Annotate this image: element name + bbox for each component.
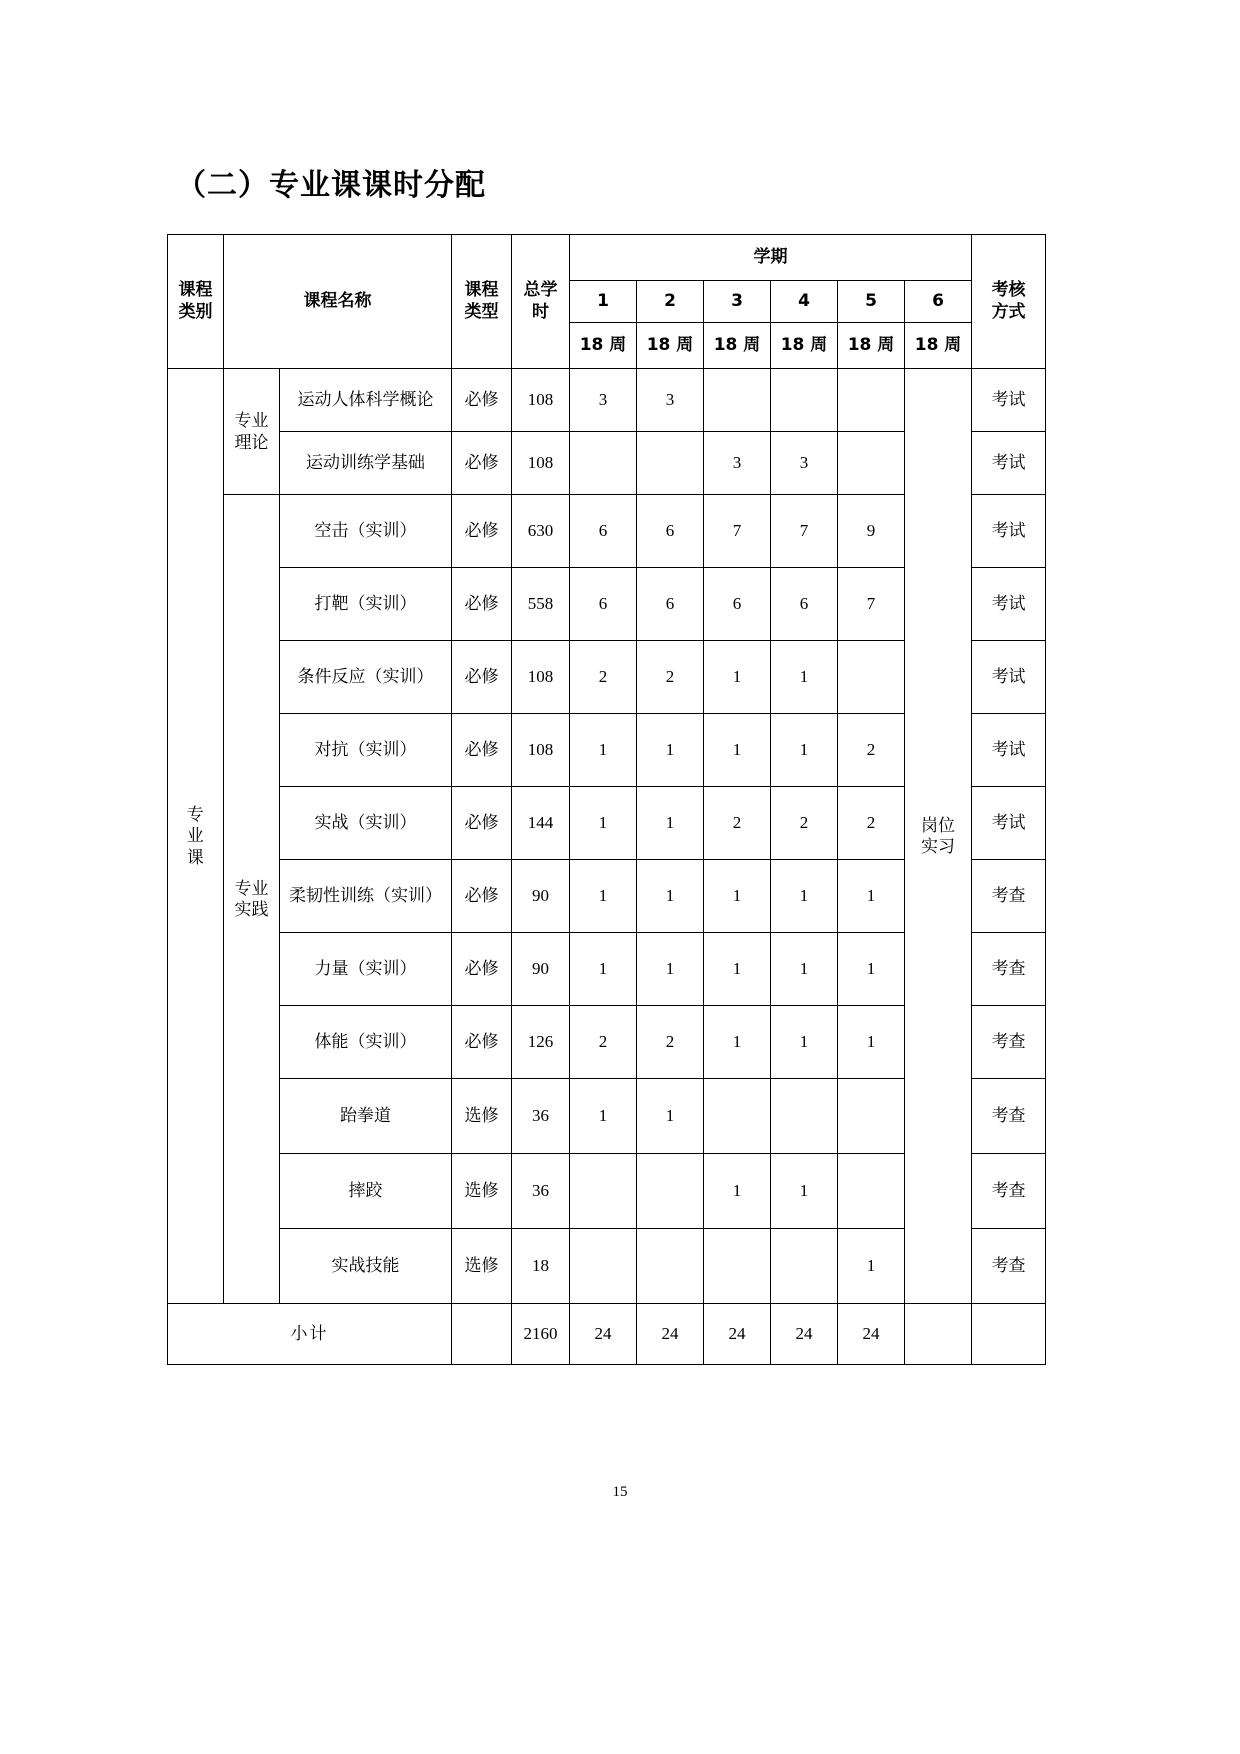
semester-5-hours: 1 [838,860,905,933]
course-type: 必修 [452,641,512,714]
course-type: 必修 [452,714,512,787]
course-name: 实战技能 [280,1229,452,1304]
header-semester-group: 学期 [570,235,972,281]
semester-4-hours: 1 [771,933,838,1006]
header-semester-6: 6 [905,281,972,323]
exam-method: 考查 [972,1079,1046,1154]
exam-method: 考查 [972,1006,1046,1079]
semester-1-hours: 6 [570,568,637,641]
semester-3-hours: 1 [704,641,771,714]
semester-4-hours: 7 [771,495,838,568]
semester-1-hours: 1 [570,933,637,1006]
course-type: 必修 [452,369,512,432]
header-weeks-5: 18 周 [838,323,905,369]
exam-method: 考试 [972,495,1046,568]
course-name: 柔韧性训练（实训） [280,860,452,933]
course-name: 实战（实训） [280,787,452,860]
summary-total-hours: 2160 [512,1304,570,1365]
semester-3-hours: 1 [704,860,771,933]
subcategory-practice-line2: 实践 [234,900,269,919]
course-name: 力量（实训） [280,933,452,1006]
semester-2-hours [637,432,704,495]
header-weeks-1: 18 周 [570,323,637,369]
course-name: 运动训练学基础 [280,432,452,495]
header-row-group [168,235,1046,281]
total-hours: 108 [512,369,570,432]
internship-line1: 岗位 [921,815,956,835]
semester-3-hours: 6 [704,568,771,641]
semester-2-hours: 2 [637,641,704,714]
header-total-hours-line1: 总学 [523,280,558,301]
semester-4-hours: 1 [771,641,838,714]
course-name: 条件反应（实训） [280,641,452,714]
semester-4-hours [771,369,838,432]
exam-method: 考查 [972,1229,1046,1304]
semester-2-hours: 2 [637,1006,704,1079]
semester-3-hours: 2 [704,787,771,860]
table-row [168,369,1046,432]
semester-5-hours [838,369,905,432]
semester-5-hours [838,641,905,714]
course-name: 摔跤 [280,1154,452,1229]
header-weeks-6: 18 周 [905,323,972,369]
semester-4-hours: 3 [771,432,838,495]
subcategory-theory-line1: 专业 [234,411,269,431]
semester-3-hours: 3 [704,432,771,495]
semester-3-hours [704,369,771,432]
semester-2-hours: 1 [637,787,704,860]
course-type: 选修 [452,1154,512,1229]
table-body [168,369,1046,1365]
exam-method: 考试 [972,641,1046,714]
total-hours: 18 [512,1229,570,1304]
exam-method: 考试 [972,787,1046,860]
semester-1-hours: 2 [570,1006,637,1079]
course-type: 必修 [452,860,512,933]
semester-4-hours: 1 [771,860,838,933]
category-major-course [168,369,224,1304]
header-total-hours [512,235,570,369]
total-hours: 108 [512,641,570,714]
semester-4-hours: 1 [771,714,838,787]
header-semester-4: 4 [771,281,838,323]
semester-5-hours: 1 [838,933,905,1006]
semester-1-hours: 1 [570,1079,637,1154]
header-exam-method-line1: 考核 [991,280,1026,301]
total-hours: 90 [512,860,570,933]
table-row-summary [168,1304,1046,1365]
course-name: 跆拳道 [280,1079,452,1154]
semester-4-hours [771,1079,838,1154]
semester-3-hours: 1 [704,1154,771,1229]
header-weeks-4: 18 周 [771,323,838,369]
semester-2-hours: 1 [637,1079,704,1154]
course-name: 体能（实训） [280,1006,452,1079]
total-hours: 630 [512,495,570,568]
course-name: 运动人体科学概论 [280,369,452,432]
semester-4-hours: 6 [771,568,838,641]
page-number: 15 [612,1484,628,1500]
semester-4-hours: 1 [771,1006,838,1079]
semester-5-hours [838,1079,905,1154]
semester-5-hours: 2 [838,787,905,860]
semester-4-hours: 1 [771,1154,838,1229]
course-type: 必修 [452,495,512,568]
semester-1-hours: 2 [570,641,637,714]
semester-1-hours [570,1154,637,1229]
semester-2-hours: 6 [637,568,704,641]
semester-3-hours [704,1079,771,1154]
header-category-line2: 类别 [178,301,213,322]
subcategory-practice [224,495,280,1304]
category-line3: 课 [186,847,205,867]
semester-2-hours: 3 [637,369,704,432]
exam-method: 考试 [972,568,1046,641]
course-type: 选修 [452,1079,512,1154]
semester-5-hours [838,1154,905,1229]
header-semester-2: 2 [637,281,704,323]
exam-method: 考试 [972,432,1046,495]
semester-1-hours: 1 [570,714,637,787]
table-header [168,235,1046,369]
semester-6-internship [905,369,972,1304]
semester-1-hours: 3 [570,369,637,432]
total-hours: 108 [512,714,570,787]
exam-method: 考查 [972,860,1046,933]
semester-2-hours: 1 [637,714,704,787]
semester-3-hours: 7 [704,495,771,568]
header-semester-1: 1 [570,281,637,323]
course-type: 选修 [452,1229,512,1304]
header-course-type-line1: 课程 [464,280,499,301]
header-course-name: 课程名称 [224,235,452,369]
total-hours: 108 [512,432,570,495]
semester-5-hours: 1 [838,1229,905,1304]
semester-3-hours [704,1229,771,1304]
total-hours: 558 [512,568,570,641]
course-type: 必修 [452,568,512,641]
exam-method: 考查 [972,1154,1046,1229]
summary-semester-1: 24 [570,1304,637,1365]
summary-course-type [452,1304,512,1365]
semester-5-hours: 7 [838,568,905,641]
total-hours: 36 [512,1079,570,1154]
header-total-hours-line2: 时 [532,301,549,322]
semester-1-hours: 6 [570,495,637,568]
category-line2: 业 [186,826,205,846]
page-heading: （二）专业课课时分配 [176,168,486,203]
course-type: 必修 [452,787,512,860]
semester-2-hours: 6 [637,495,704,568]
subcategory-theory-line2: 理论 [234,432,269,452]
semester-1-hours [570,432,637,495]
course-type: 必修 [452,933,512,1006]
header-weeks-2: 18 周 [637,323,704,369]
semester-1-hours: 1 [570,860,637,933]
header-category [168,235,224,369]
summary-exam-method [972,1304,1046,1365]
semester-5-hours: 9 [838,495,905,568]
subcategory-theory [224,369,280,495]
header-category-line1: 课程 [178,280,213,301]
course-name: 对抗（实训） [280,714,452,787]
semester-1-hours: 1 [570,787,637,860]
header-course-type [452,235,512,369]
semester-3-hours: 1 [704,714,771,787]
semester-2-hours: 1 [637,933,704,1006]
category-line1: 专 [186,805,205,825]
summary-semester-2: 24 [637,1304,704,1365]
exam-method: 考查 [972,933,1046,1006]
semester-4-hours: 2 [771,787,838,860]
course-type: 必修 [452,432,512,495]
summary-semester-5: 24 [838,1304,905,1365]
course-name: 空击（实训） [280,495,452,568]
header-course-type-line2: 类型 [464,301,499,322]
total-hours: 144 [512,787,570,860]
semester-4-hours [771,1229,838,1304]
course-name: 打靶（实训） [280,568,452,641]
exam-method: 考试 [972,369,1046,432]
summary-label: 小计 [168,1304,452,1365]
course-type: 必修 [452,1006,512,1079]
exam-method: 考试 [972,714,1046,787]
header-weeks-3: 18 周 [704,323,771,369]
total-hours: 36 [512,1154,570,1229]
semester-5-hours: 2 [838,714,905,787]
semester-5-hours [838,432,905,495]
header-exam-method-line2: 方式 [991,301,1026,322]
semester-2-hours [637,1154,704,1229]
header-semester-5: 5 [838,281,905,323]
header-exam-method [972,235,1046,369]
semester-3-hours: 1 [704,1006,771,1079]
header-semester-3: 3 [704,281,771,323]
semester-2-hours [637,1229,704,1304]
subcategory-practice-line1: 专业 [234,878,269,898]
semester-3-hours: 1 [704,933,771,1006]
semester-1-hours [570,1229,637,1304]
total-hours: 126 [512,1006,570,1079]
summary-semester-4: 24 [771,1304,838,1365]
total-hours: 90 [512,933,570,1006]
semester-5-hours: 1 [838,1006,905,1079]
summary-semester-6 [905,1304,972,1365]
curriculum-hours-table [167,234,1046,1365]
semester-2-hours: 1 [637,860,704,933]
internship-line2: 实习 [921,837,956,856]
summary-semester-3: 24 [704,1304,771,1365]
